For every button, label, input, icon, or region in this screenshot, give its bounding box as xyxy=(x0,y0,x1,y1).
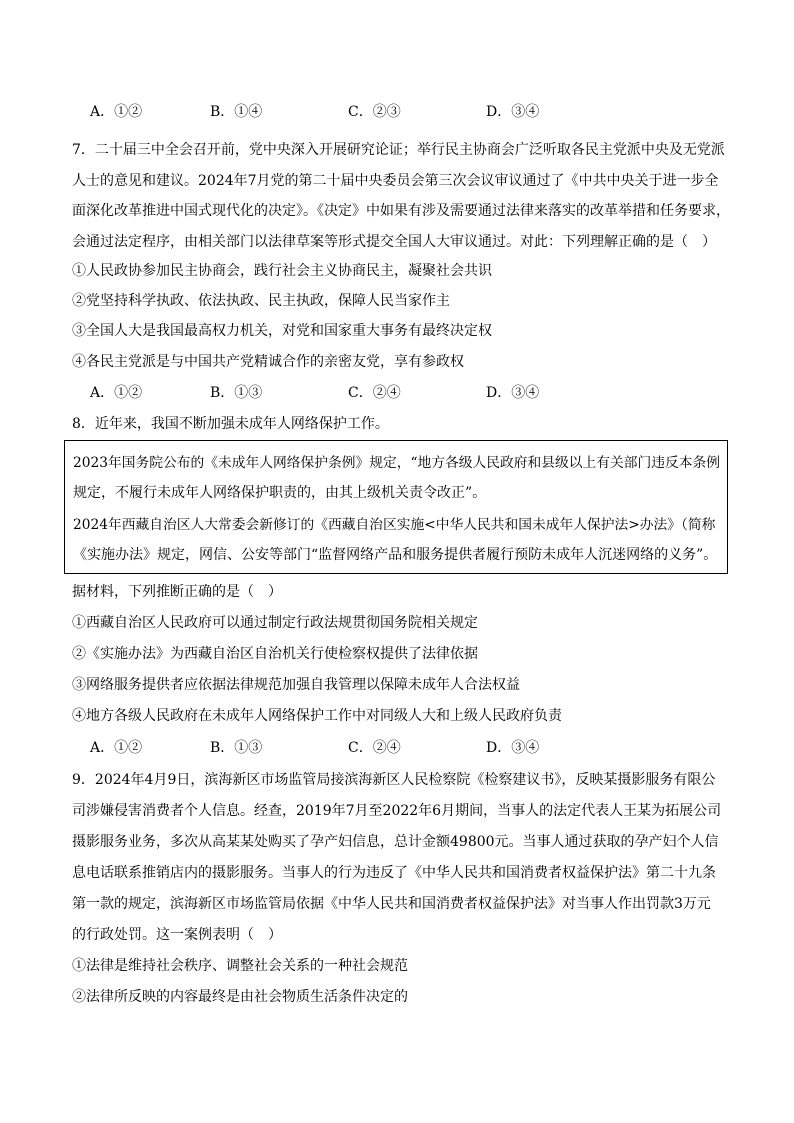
q7-item-1: ①人民政协参加民主协商会，践行社会主义协商民主，凝聚社会共识 xyxy=(72,263,492,279)
q6-option-b: B．①④ xyxy=(210,104,263,120)
q6-option-d: D．③④ xyxy=(486,104,540,120)
q7-item-2: ②党坚持科学执政、依法执政、民主执政，保障人民当家作主 xyxy=(72,293,450,309)
q6-option-a: A．①② xyxy=(90,104,143,120)
q8-question: 据材料，下列推断正确的是（ ） xyxy=(72,584,282,600)
q9-stem-line: 司涉嫌侵害消费者个人信息。经查，2019年7月至2022年6月期间，当事人的法定代表人王某为拓展公司 xyxy=(72,803,722,819)
q9-stem-line: 息电话联系推销店内的摄影服务。当事人的行为违反了《中华人民共和国消费者权益保护法》第二十九条 xyxy=(72,865,716,881)
q7-item-4: ④各民主党派是与中国共产党精诚合作的亲密友党，享有参政权 xyxy=(72,354,464,370)
q7-option-b: B．①③ xyxy=(210,385,263,401)
q6-option-c: C．②③ xyxy=(348,104,401,120)
q8-item-1: ①西藏自治区人民政府可以通过制定行政法规贯彻国务院相关规定 xyxy=(72,615,478,631)
q8-option-a: A．①② xyxy=(90,740,143,756)
q8-option-c: C．②④ xyxy=(348,740,401,756)
q9-item-2: ②法律所反映的内容最终是由社会物质生活条件决定的 xyxy=(72,989,408,1005)
q7-stem-line: 人士的意见和建议。2024年7月党的第二十届中央委员会第三次会议审议通过了《中共中央关于进一步全 xyxy=(72,173,719,189)
q7-option-a: A．①② xyxy=(90,385,143,401)
q8-item-4: ④地方各级人民政府在未成年人网络保护工作中对同级人大和上级人民政府负责 xyxy=(72,708,562,724)
q7-stem-line: 会通过法定程序，由相关部门以法律草案等形式提交全国人大审议通过。对此：下列理解正确的是（ ） xyxy=(72,234,716,250)
q9-stem-line: 9．2024年4月9日，滨海新区市场监管局接滨海新区人民检察院《检察建议书》，反映某摄影服务有限公 xyxy=(72,772,716,788)
q8-material-line: 《实施办法》规定，网信、公安等部门“监督网络产品和服务提供者履行预防未成年人沉迷网络的义务”。 xyxy=(73,547,718,563)
q7-option-d: D．③④ xyxy=(486,385,540,401)
q8-material-box xyxy=(64,440,728,574)
q9-stem-line: 第一款的规定，滨海新区市场监管局依据《中华人民共和国消费者权益保护法》对当事人作出罚款3万元 xyxy=(72,896,711,912)
q8-option-b: B．①③ xyxy=(210,740,263,756)
q7-item-3: ③全国人大是我国最高权力机关，对党和国家重大事务有最终决定权 xyxy=(72,323,492,339)
q8-item-2: ②《实施办法》为西藏自治区自治机关行使检察权提供了法律依据 xyxy=(72,646,478,662)
q8-material-line: 规定，不履行未成年人网络保护职责的，由其上级机关责令改正”。 xyxy=(73,485,487,501)
q8-option-d: D．③④ xyxy=(486,740,540,756)
q8-stem: 8．近年来，我国不断加强未成年人网络保护工作。 xyxy=(72,416,389,432)
q9-stem-line: 的行政处罚。这一案例表明（ ） xyxy=(72,927,282,943)
q9-item-1: ①法律是维持社会秩序、调整社会关系的一种社会规范 xyxy=(72,958,408,974)
q8-material-line: 2024年西藏自治区人大常委会新修订的《西藏自治区实施<中华人民共和国未成年人保护法>办法》（简称 xyxy=(73,517,716,533)
q8-item-3: ③网络服务提供者应依据法律规范加强自我管理以保障未成年人合法权益 xyxy=(72,677,520,693)
q7-stem-line: 7．二十届三中全会召开前，党中央深入开展研究论证；举行民主协商会广泛听取各民主党派中央及无党派 xyxy=(72,142,725,158)
q9-stem-line: 摄影服务业务，多次从高某某处购买了孕产妇信息，总计金额49800元。当事人通过获取的孕产妇个人信 xyxy=(72,834,719,850)
q8-material-line: 2023年国务院公布的《未成年人网络保护条例》规定，“地方各级人民政府和县级以上有关部门违反本条例 xyxy=(73,455,721,471)
q7-option-c: C．②④ xyxy=(348,385,401,401)
q7-stem-line: 面深化改革推进中国式现代化的决定》。《决定》中如果有涉及需要通过法律来落实的改革举措和任务要求， xyxy=(72,203,730,219)
